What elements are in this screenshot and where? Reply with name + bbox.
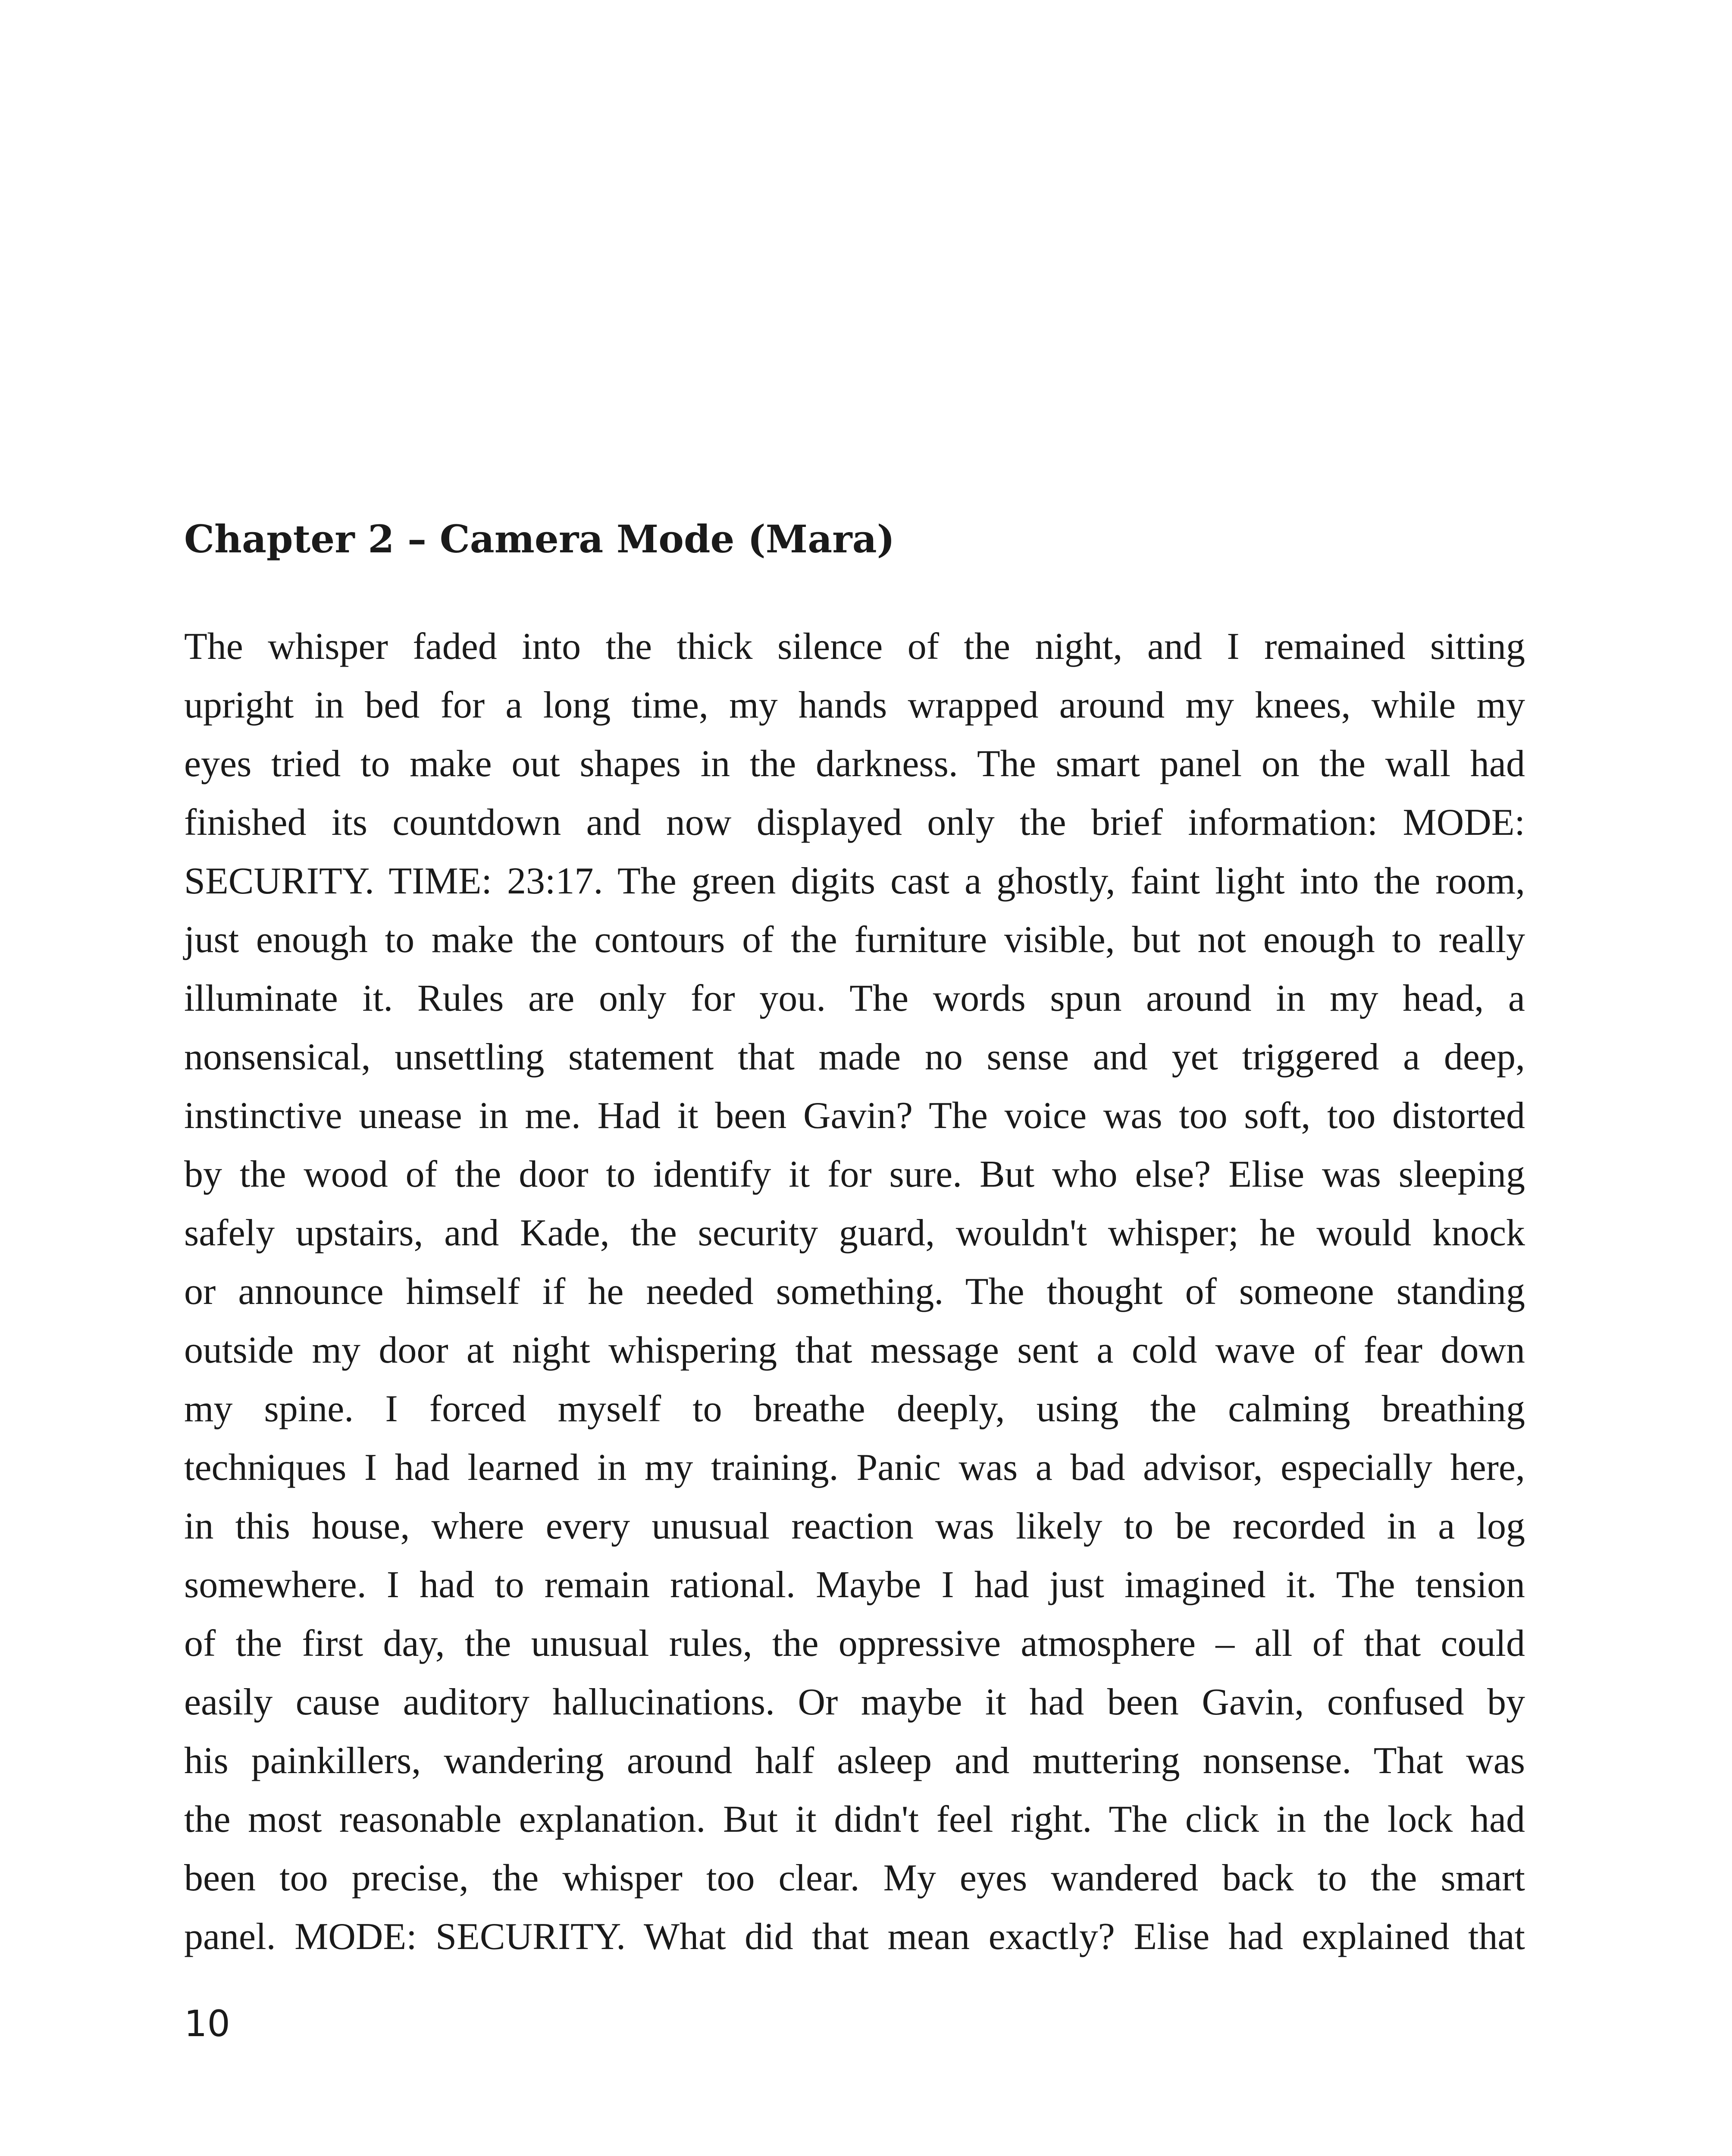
text-line: been too precise, the whisper too clear. My eyes wandered back to the smart	[184, 1857, 1525, 1899]
text-line: in this house, where every unusual reaction was likely to be recorded in a log	[184, 1505, 1525, 1547]
text-line: my spine. I forced myself to breathe deeply, using the calming breathing	[184, 1388, 1525, 1430]
text-line: safely upstairs, and Kade, the security guard, wouldn't whisper; he would knock	[184, 1212, 1525, 1254]
text-line: The whisper faded into the thick silence of the night, and I remained sitting	[184, 626, 1525, 667]
page-number: 10	[184, 2002, 230, 2045]
text-line: the most reasonable explanation. But it didn't feel right. The click in the lock had	[184, 1799, 1525, 1840]
text-line: of the first day, the unusual rules, the oppressive atmosphere – all of that could	[184, 1623, 1525, 1664]
text-line: finished its countdown and now displayed only the brief information: MODE:	[184, 802, 1525, 843]
chapter-title: Chapter 2 – Camera Mode (Mara)	[184, 517, 895, 561]
text-line: just enough to make the contours of the furniture visible, but not enough to really	[184, 919, 1525, 961]
text-line: panel. MODE: SECURITY. What did that mean exactly? Elise had explained that	[184, 1916, 1525, 1958]
text-line: techniques I had learned in my training. Panic was a bad advisor, especially here,	[184, 1447, 1525, 1489]
text-line: or announce himself if he needed something. The thought of someone standing	[184, 1271, 1525, 1313]
text-line: somewhere. I had to remain rational. Maybe I had just imagined it. The tension	[184, 1564, 1525, 1606]
text-line: upright in bed for a long time, my hands wrapped around my knees, while my	[184, 684, 1525, 726]
text-line: nonsensical, unsettling statement that made no sense and yet triggered a deep,	[184, 1036, 1525, 1078]
text-line: outside my door at night whispering that message sent a cold wave of fear down	[184, 1329, 1525, 1371]
text-line: easily cause auditory hallucinations. Or maybe it had been Gavin, confused by	[184, 1681, 1525, 1723]
text-line: illuminate it. Rules are only for you. The words spun around in my head, a	[184, 978, 1525, 1019]
text-line: eyes tried to make out shapes in the darkness. The smart panel on the wall had	[184, 743, 1525, 785]
text-line: by the wood of the door to identify it for sure. But who else? Elise was sleeping	[184, 1153, 1525, 1195]
text-line: his painkillers, wandering around half asleep and muttering nonsense. That was	[184, 1740, 1525, 1782]
body-paragraph	[184, 617, 1525, 1966]
text-line: instinctive unease in me. Had it been Gavin? The voice was too soft, too distorted	[184, 1095, 1525, 1137]
text-line: SECURITY. TIME: 23:17. The green digits cast a ghostly, faint light into the room,	[184, 860, 1525, 902]
